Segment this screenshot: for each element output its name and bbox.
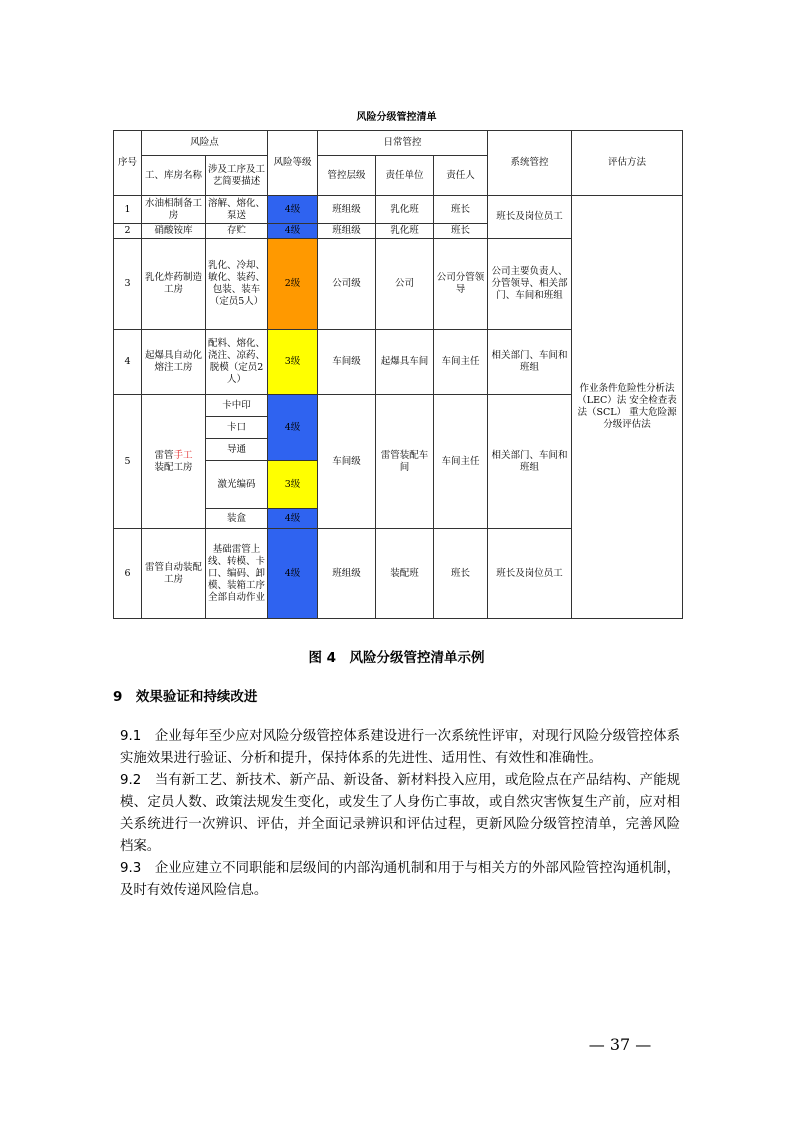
risk-level-cell: 4级 (268, 224, 318, 239)
header-responsible-unit: 责任单位 (376, 156, 434, 196)
row-system: 相关部门、车间和班组 (488, 330, 572, 395)
risk-level-cell: 2级 (268, 239, 318, 330)
row-system: 班长及岗位员工 (488, 529, 572, 619)
risk-level-cell: 3级 (268, 330, 318, 395)
risk-level-cell: 4级 (268, 395, 318, 461)
header-process: 涉及工序及工艺简要描述 (206, 156, 268, 196)
figure-caption: 图 4 风险分级管控清单示例 (308, 650, 485, 666)
row-process: 乳化、冷却、敏化、装药、包装、装车（定员5人） (206, 239, 268, 330)
row-control-level: 班组级 (318, 196, 376, 224)
row-workshop: 水油相制备工房 (142, 196, 206, 224)
row-control-level: 公司级 (318, 239, 376, 330)
paragraph-number: 9.2 (120, 773, 142, 788)
row-seq: 6 (114, 529, 142, 619)
paragraph-text: 当有新工艺、新技术、新产品、新设备、新材料投入应用，或危险点在产品结构、产能规模、定员人数、政策法规发生变化，或发生了人身伤亡事故，或自然灾害恢复生产前，应对相关系统进行一次辨识、评估，并全面记录辨识和评估过程，更新风险分级管控清单，完善风险档案。 (120, 773, 680, 854)
risk-level-cell: 4级 (268, 509, 318, 529)
header-risk-point: 风险点 (142, 131, 268, 156)
workshop-prefix: 雷管 (154, 449, 174, 461)
paragraph-text: 企业应建立不同职能和层级间的内部沟通机制和用于与相关方的外部风险管控沟通机制，及时有效传递风险信息。 (120, 861, 680, 898)
row-control-level: 班组级 (318, 529, 376, 619)
row-workshop: 雷管自动装配工房 (142, 529, 206, 619)
table-title: 风险分级管控清单 (356, 112, 437, 123)
row-unit: 装配班 (376, 529, 434, 619)
paragraph-9-3 (120, 858, 680, 902)
header-risk-level: 风险等级 (268, 131, 318, 196)
row-seq: 2 (114, 224, 142, 239)
row-workshop: 硝酸铵库 (142, 224, 206, 239)
paragraph-9-1 (120, 726, 680, 770)
row-person: 班长 (434, 224, 488, 239)
row-unit: 雷管装配车间 (376, 395, 434, 529)
row-workshop (142, 395, 206, 529)
risk-level-cell: 4级 (268, 196, 318, 224)
header-eval-method: 评估方法 (572, 131, 683, 196)
header-control-level: 管控层级 (318, 156, 376, 196)
paragraph-text: 企业每年至少应对风险分级管控体系建设进行一次系统性评审，对现行风险分级管控体系实施效果进行验证、分析和提升，保持体系的先进性、适用性、有效性和准确性。 (120, 729, 680, 766)
row-seq: 5 (114, 395, 142, 529)
row-seq: 1 (114, 196, 142, 224)
row-unit: 公司 (376, 239, 434, 330)
row-seq: 4 (114, 330, 142, 395)
row-subprocess: 激光编码 (206, 461, 268, 509)
header-daily-control: 日常管控 (318, 131, 488, 156)
row-control-level: 班组级 (318, 224, 376, 239)
row-control-level: 车间级 (318, 395, 376, 529)
workshop-highlight: 手工 (173, 449, 193, 461)
row-process: 存贮 (206, 224, 268, 239)
row-workshop: 乳化炸药制造工房 (142, 239, 206, 330)
row-control-level: 车间级 (318, 330, 376, 395)
header-seq: 序号 (114, 131, 142, 196)
paragraph-number: 9.3 (120, 861, 142, 876)
page-number: — 37 — (588, 1035, 652, 1054)
workshop-suffix: 装配工房 (154, 461, 193, 473)
row-system: 相关部门、车间和班组 (488, 395, 572, 529)
row-subprocess: 装盒 (206, 509, 268, 529)
eval-method-cell: 作业条件危险性分析法（LEC）法 安全检查表法（SCL） 重大危险源分级评估法 (572, 196, 683, 619)
row-process: 配料、熔化、浇注、凉药、脱模（定员2人） (206, 330, 268, 395)
row-seq: 3 (114, 239, 142, 330)
table-row (114, 196, 683, 224)
row-unit: 乳化班 (376, 224, 434, 239)
row-workshop: 起爆具自动化熔注工房 (142, 330, 206, 395)
row-system: 班长及岗位员工 (488, 196, 572, 239)
header-workshop: 工、库房名称 (142, 156, 206, 196)
row-process: 基础雷管上线、转模、卡口、编码、卸模、装箱工序全部自动作业 (206, 529, 268, 619)
row-subprocess: 卡中印 (206, 395, 268, 417)
row-unit: 起爆具车间 (376, 330, 434, 395)
risk-level-cell: 3级 (268, 461, 318, 509)
risk-level-cell: 4级 (268, 529, 318, 619)
row-subprocess: 导通 (206, 439, 268, 461)
paragraph-number: 9.1 (120, 729, 142, 744)
row-system: 公司主要负责人、分管领导、相关部门、车间和班组 (488, 239, 572, 330)
row-unit: 乳化班 (376, 196, 434, 224)
paragraph-9-2 (120, 770, 680, 858)
row-person: 公司分管领导 (434, 239, 488, 330)
header-responsible-person: 责任人 (434, 156, 488, 196)
row-person: 班长 (434, 196, 488, 224)
row-subprocess: 卡口 (206, 417, 268, 439)
row-process: 溶解、熔化、泵送 (206, 196, 268, 224)
header-system-control: 系统管控 (488, 131, 572, 196)
section-heading: 9 效果验证和持续改进 (113, 689, 258, 705)
row-person: 车间主任 (434, 330, 488, 395)
row-person: 车间主任 (434, 395, 488, 529)
row-person: 班长 (434, 529, 488, 619)
risk-control-table (113, 130, 683, 619)
